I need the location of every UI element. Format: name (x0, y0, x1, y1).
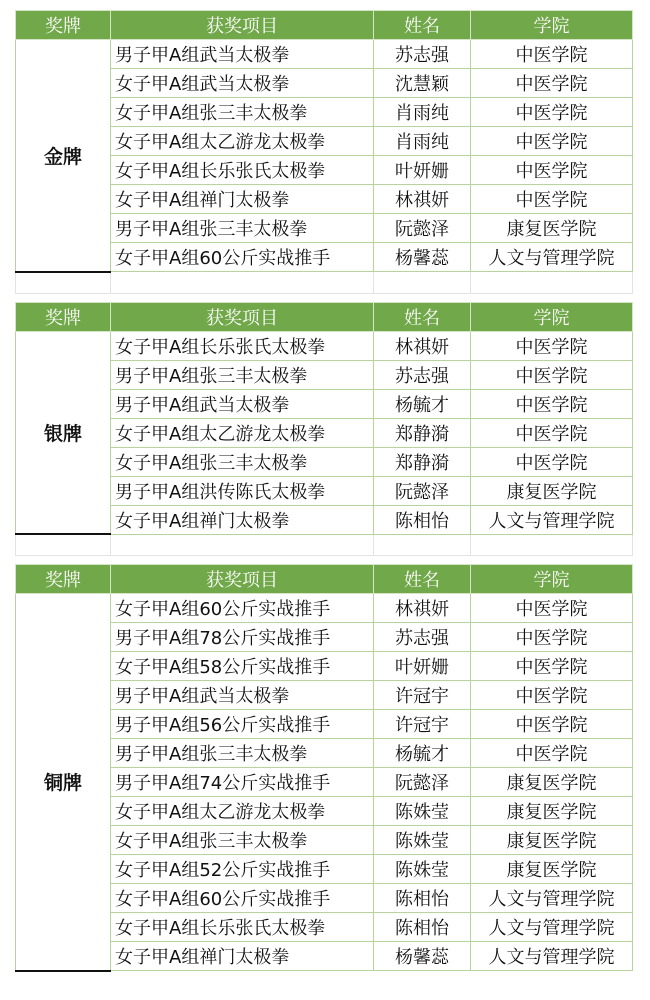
header-row (16, 565, 633, 594)
empty-cell (111, 534, 374, 556)
school-cell: 中医学院 (471, 652, 633, 681)
project-cell: 男子甲A组74公斤实战推手 (111, 768, 374, 797)
school-cell: 中医学院 (471, 98, 633, 127)
empty-cell (471, 272, 633, 294)
empty-cell (374, 272, 471, 294)
project-cell: 男子甲A组洪传陈氏太极拳 (111, 476, 374, 505)
project-cell: 男子甲A组武当太极拳 (111, 389, 374, 418)
silver-table (15, 302, 633, 557)
school-cell: 康复医学院 (471, 797, 633, 826)
table-row (16, 331, 633, 360)
school-cell: 中医学院 (471, 156, 633, 185)
empty-cell (471, 534, 633, 556)
name-cell: 沈慧颖 (374, 69, 471, 98)
name-cell: 杨馨蕊 (374, 942, 471, 971)
name-cell: 陈姝莹 (374, 826, 471, 855)
project-cell: 女子甲A组长乐张氏太极拳 (111, 331, 374, 360)
school-cell: 康复医学院 (471, 768, 633, 797)
empty-cell (111, 272, 374, 294)
project-cell: 女子甲A组禅门太极拳 (111, 942, 374, 971)
name-cell: 郑静漪 (374, 418, 471, 447)
header-name: 姓名 (374, 565, 471, 594)
school-cell: 中医学院 (471, 623, 633, 652)
school-cell: 中医学院 (471, 360, 633, 389)
school-cell: 中医学院 (471, 447, 633, 476)
table-row (16, 594, 633, 623)
project-cell: 男子甲A组张三丰太极拳 (111, 214, 374, 243)
header-school: 学院 (471, 11, 633, 40)
school-cell: 中医学院 (471, 710, 633, 739)
school-cell: 康复医学院 (471, 855, 633, 884)
project-cell: 女子甲A组张三丰太极拳 (111, 826, 374, 855)
table-row (16, 40, 633, 69)
project-cell: 男子甲A组78公斤实战推手 (111, 623, 374, 652)
project-cell: 女子甲A组武当太极拳 (111, 69, 374, 98)
project-cell: 女子甲A组太乙游龙太极拳 (111, 418, 374, 447)
school-cell: 中医学院 (471, 40, 633, 69)
spacer-row (16, 272, 633, 294)
name-cell: 许冠宇 (374, 681, 471, 710)
empty-cell (16, 272, 111, 294)
header-school: 学院 (471, 565, 633, 594)
school-cell: 中医学院 (471, 185, 633, 214)
school-cell: 中医学院 (471, 127, 633, 156)
bronze-table (15, 564, 633, 972)
header-medal: 奖牌 (16, 11, 111, 40)
bronze-rows (16, 594, 633, 971)
school-cell: 人文与管理学院 (471, 913, 633, 942)
medal-cell: 铜牌 (16, 594, 111, 971)
school-cell: 中医学院 (471, 594, 633, 623)
silver-rows (16, 331, 633, 556)
medal-cell: 银牌 (16, 331, 111, 534)
school-cell: 中医学院 (471, 681, 633, 710)
school-cell: 人文与管理学院 (471, 505, 633, 534)
project-cell: 男子甲A组武当太极拳 (111, 40, 374, 69)
project-cell: 女子甲A组太乙游龙太极拳 (111, 797, 374, 826)
name-cell: 苏志强 (374, 40, 471, 69)
name-cell: 阮懿泽 (374, 476, 471, 505)
project-cell: 女子甲A组张三丰太极拳 (111, 98, 374, 127)
name-cell: 杨毓才 (374, 739, 471, 768)
project-cell: 女子甲A组长乐张氏太极拳 (111, 913, 374, 942)
name-cell: 肖雨纯 (374, 98, 471, 127)
name-cell: 林祺妍 (374, 594, 471, 623)
project-cell: 女子甲A组58公斤实战推手 (111, 652, 374, 681)
project-cell: 男子甲A组张三丰太极拳 (111, 360, 374, 389)
school-cell: 人文与管理学院 (471, 884, 633, 913)
header-medal: 奖牌 (16, 302, 111, 331)
school-cell: 康复医学院 (471, 826, 633, 855)
name-cell: 叶妍姗 (374, 652, 471, 681)
project-cell: 女子甲A组60公斤实战推手 (111, 884, 374, 913)
school-cell: 人文与管理学院 (471, 243, 633, 272)
name-cell: 肖雨纯 (374, 127, 471, 156)
school-cell: 中医学院 (471, 739, 633, 768)
name-cell: 陈相怡 (374, 913, 471, 942)
name-cell: 苏志强 (374, 360, 471, 389)
name-cell: 许冠宇 (374, 710, 471, 739)
header-row (16, 11, 633, 40)
gold-rows (16, 40, 633, 294)
name-cell: 苏志强 (374, 623, 471, 652)
project-cell: 女子甲A组长乐张氏太极拳 (111, 156, 374, 185)
project-cell: 女子甲A组60公斤实战推手 (111, 243, 374, 272)
header-row (16, 302, 633, 331)
header-name: 姓名 (374, 302, 471, 331)
header-project: 获奖项目 (111, 302, 374, 331)
header-project: 获奖项目 (111, 565, 374, 594)
gold-table (15, 10, 633, 294)
name-cell: 杨馨蕊 (374, 243, 471, 272)
name-cell: 陈相怡 (374, 505, 471, 534)
school-cell: 中医学院 (471, 389, 633, 418)
awards-tables (15, 10, 632, 972)
project-cell: 女子甲A组52公斤实战推手 (111, 855, 374, 884)
header-medal: 奖牌 (16, 565, 111, 594)
name-cell: 陈相怡 (374, 884, 471, 913)
name-cell: 陈姝莹 (374, 855, 471, 884)
spacer-row (16, 534, 633, 556)
header-project: 获奖项目 (111, 11, 374, 40)
school-cell: 中医学院 (471, 418, 633, 447)
project-cell: 女子甲A组禅门太极拳 (111, 505, 374, 534)
name-cell: 杨毓才 (374, 389, 471, 418)
project-cell: 女子甲A组60公斤实战推手 (111, 594, 374, 623)
project-cell: 男子甲A组56公斤实战推手 (111, 710, 374, 739)
school-cell: 人文与管理学院 (471, 942, 633, 971)
school-cell: 康复医学院 (471, 476, 633, 505)
name-cell: 林祺妍 (374, 185, 471, 214)
header-name: 姓名 (374, 11, 471, 40)
project-cell: 女子甲A组张三丰太极拳 (111, 447, 374, 476)
project-cell: 女子甲A组太乙游龙太极拳 (111, 127, 374, 156)
medal-cell: 金牌 (16, 40, 111, 272)
name-cell: 陈姝莹 (374, 797, 471, 826)
school-cell: 中医学院 (471, 69, 633, 98)
name-cell: 林祺妍 (374, 331, 471, 360)
project-cell: 男子甲A组张三丰太极拳 (111, 739, 374, 768)
empty-cell (374, 534, 471, 556)
empty-cell (16, 534, 111, 556)
header-school: 学院 (471, 302, 633, 331)
school-cell: 中医学院 (471, 331, 633, 360)
school-cell: 康复医学院 (471, 214, 633, 243)
project-cell: 男子甲A组武当太极拳 (111, 681, 374, 710)
name-cell: 郑静漪 (374, 447, 471, 476)
project-cell: 女子甲A组禅门太极拳 (111, 185, 374, 214)
name-cell: 阮懿泽 (374, 214, 471, 243)
name-cell: 叶妍姗 (374, 156, 471, 185)
name-cell: 阮懿泽 (374, 768, 471, 797)
